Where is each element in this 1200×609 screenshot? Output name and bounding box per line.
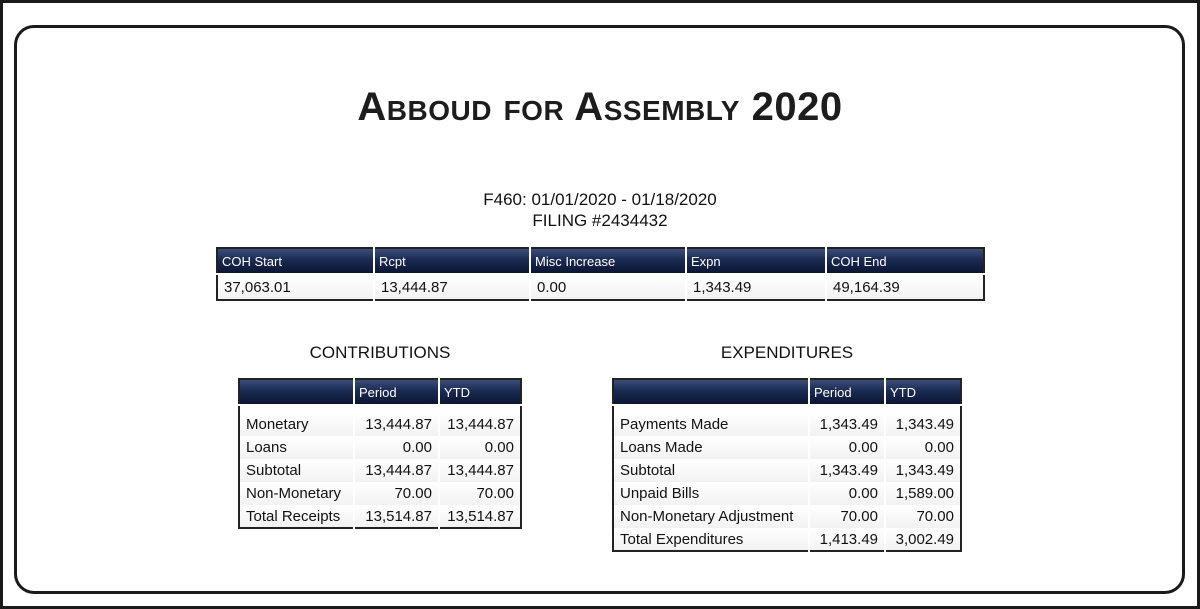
row-period: 0.00 (809, 482, 885, 505)
row-ytd: 13,514.87 (439, 505, 521, 528)
contributions-spacer (239, 405, 521, 413)
expenditures-spacer (613, 405, 961, 413)
row-label: Non-Monetary (239, 482, 354, 505)
row-ytd: 70.00 (439, 482, 521, 505)
expenditures-col-label (613, 379, 809, 405)
summary-value-coh-start: 37,063.01 (217, 274, 374, 300)
row-period: 70.00 (354, 482, 439, 505)
summary-col-coh-end: COH End (826, 248, 984, 274)
title-name: Abboud for Assembly (357, 85, 740, 129)
filing-number: FILING #2434432 (532, 211, 668, 230)
row-ytd: 1,589.00 (885, 482, 961, 505)
contributions-col-label (239, 379, 354, 405)
row-label: Loans (239, 436, 354, 459)
row-label: Non-Monetary Adjustment (613, 505, 809, 528)
row-label: Total Expenditures (613, 528, 809, 551)
row-period: 0.00 (354, 436, 439, 459)
table-row (613, 436, 961, 459)
table-row (613, 413, 961, 436)
row-label: Monetary (239, 413, 354, 436)
table-row (613, 459, 961, 482)
expenditures-heading: EXPENDITURES (720, 343, 854, 362)
table-row (613, 528, 961, 551)
row-ytd: 1,343.49 (885, 413, 961, 436)
expenditures-col-period: Period (809, 379, 885, 405)
row-ytd: 3,002.49 (885, 528, 961, 551)
row-label: Total Receipts (239, 505, 354, 528)
expenditures-table (612, 378, 962, 552)
summary-value-rcpt: 13,444.87 (374, 274, 530, 300)
summary-col-expn: Expn (686, 248, 826, 274)
row-period: 13,444.87 (354, 459, 439, 482)
summary-header-row (217, 248, 984, 274)
table-row (239, 505, 521, 528)
table-row (613, 482, 961, 505)
table-row (239, 413, 521, 436)
summary-value-row (217, 274, 984, 300)
summary-table (216, 247, 985, 301)
row-period: 1,343.49 (809, 413, 885, 436)
summary-col-rcpt: Rcpt (374, 248, 530, 274)
page-title (0, 85, 1200, 130)
table-row (239, 459, 521, 482)
table-row (613, 505, 961, 528)
row-label: Unpaid Bills (613, 482, 809, 505)
contributions-table (238, 378, 522, 529)
contributions-header-row (239, 379, 521, 405)
table-row (239, 436, 521, 459)
row-period: 1,343.49 (809, 459, 885, 482)
summary-col-coh-start: COH Start (217, 248, 374, 274)
row-period: 13,514.87 (354, 505, 439, 528)
contributions-col-period: Period (354, 379, 439, 405)
row-label: Loans Made (613, 436, 809, 459)
row-ytd: 13,444.87 (439, 413, 521, 436)
expenditures-col-ytd: YTD (885, 379, 961, 405)
row-ytd: 13,444.87 (439, 459, 521, 482)
summary-value-misc-increase: 0.00 (530, 274, 686, 300)
title-year: 2020 (751, 85, 843, 129)
summary-value-coh-end: 49,164.39 (826, 274, 984, 300)
table-row (239, 482, 521, 505)
row-period: 13,444.87 (354, 413, 439, 436)
summary-col-misc-increase: Misc Increase (530, 248, 686, 274)
contributions-heading: CONTRIBUTIONS (309, 343, 451, 362)
filing-period: F460: 01/01/2020 - 01/18/2020 (483, 190, 717, 209)
contributions-col-ytd: YTD (439, 379, 521, 405)
row-label: Payments Made (613, 413, 809, 436)
row-label: Subtotal (613, 459, 809, 482)
summary-value-expn: 1,343.49 (686, 274, 826, 300)
row-period: 1,413.49 (809, 528, 885, 551)
row-label: Subtotal (239, 459, 354, 482)
row-ytd: 0.00 (439, 436, 521, 459)
row-ytd: 1,343.49 (885, 459, 961, 482)
expenditures-header-row (613, 379, 961, 405)
row-ytd: 0.00 (885, 436, 961, 459)
row-period: 70.00 (809, 505, 885, 528)
row-period: 0.00 (809, 436, 885, 459)
row-ytd: 70.00 (885, 505, 961, 528)
